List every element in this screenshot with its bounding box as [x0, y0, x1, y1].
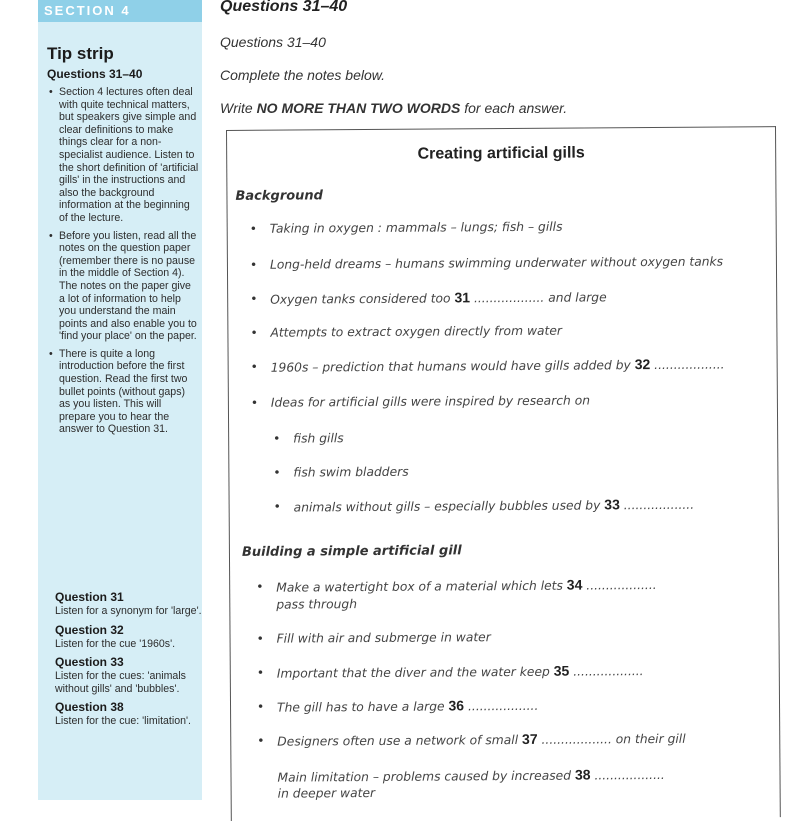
note-text: Oxygen tanks considered too [270, 291, 455, 307]
note-text: Make a watertight box of a material which lets [276, 578, 567, 595]
question-number-35: 35 [553, 662, 570, 679]
note-bullet: • Ideas for artificial gills were inspired by research on [271, 392, 590, 411]
tip-item: • There is quite a long introduction before the first question. Read the first two bullet points (without gaps) as you listen. This will prepare you to hear the answer to Question 31. [47, 348, 199, 436]
tip-item: • Section 4 lectures often deal with quite technical matters, but speakers give simple and clear definitions to make things clear for a non-specialist audience. Listen to the short definition of 'artificial gills' in the instructions and also the background information at the beginning of the lecture. [47, 86, 199, 225]
instruction-bold: NO MORE THAN TWO WORDS [256, 100, 461, 116]
question-number-31: 31 [454, 289, 471, 306]
question-number-37: 37 [521, 730, 538, 747]
hint-heading: Question 33 [55, 655, 124, 670]
note-text: Main limitation – problems caused by increased [277, 768, 575, 785]
note-bullet [277, 730, 685, 751]
page-heading: Questions 31–40 [220, 0, 348, 15]
section-building: Building a simple artificial gill [241, 543, 462, 560]
note-bullet [271, 356, 725, 377]
answer-gap[interactable]: .................. [650, 357, 725, 373]
tip-strip [38, 0, 202, 800]
hint-heading: Question 38 [55, 700, 124, 715]
answer-gap[interactable]: .................. and large [469, 290, 607, 306]
note-text: animals without gills – especially bubbles used by [293, 498, 605, 515]
answer-gap[interactable]: .................. on their gill [537, 731, 686, 747]
answer-gap[interactable]: .................. [569, 664, 644, 679]
instruction-word-limit [220, 100, 567, 116]
answer-gap[interactable]: .................. [619, 497, 695, 513]
note-bullet [277, 697, 538, 717]
note-bullet [276, 576, 657, 597]
hint-text: Listen for the cue '1960s'. [55, 637, 176, 650]
hint-text: Listen for the cue: 'limitation'. [55, 715, 191, 728]
note-bullet: • Taking in oxygen : mammals – lungs; fish – gills [270, 219, 563, 238]
sub-bullet: • fish gills [293, 430, 344, 447]
instruction-pre: Write [220, 100, 257, 116]
hint-heading: Question 31 [55, 590, 124, 604]
note-continuation: in deeper water [277, 785, 376, 801]
tip-strip-subtitle: Questions 31–40 [47, 67, 143, 81]
note-bullet [270, 288, 607, 308]
question-number-36: 36 [448, 697, 465, 714]
note-continuation: pass through [276, 597, 358, 612]
questions-range: Questions 31–40 [220, 34, 326, 50]
tip-list [47, 86, 199, 441]
hint-text: Listen for a synonym for 'large'. [55, 605, 202, 617]
question-number-33: 33 [604, 496, 620, 513]
instruction-complete: Complete the notes below. [220, 67, 385, 83]
note-bullet: • Fill with air and submerge in water [276, 629, 490, 647]
sub-bullet [294, 496, 695, 517]
note-text: Important that the diver and the water keep [276, 664, 554, 681]
hint-text: Listen for the cues: 'animals without gills' and 'bubbles'. [55, 670, 186, 695]
note-bullet [277, 662, 644, 683]
hint-heading: Question 32 [55, 622, 124, 637]
sub-bullet: • fish swim bladders [293, 464, 408, 482]
section-background: Background [235, 188, 324, 204]
answer-gap[interactable]: .................. [590, 767, 665, 783]
section-tag: SECTION 4 [38, 0, 202, 22]
answer-gap[interactable]: .................. [582, 578, 657, 593]
question-hints [55, 585, 205, 729]
answer-gap[interactable]: .................. [464, 698, 539, 714]
note-text: The gill has to have a large [276, 699, 449, 715]
note-bullet: • Attempts to extract oxygen directly from water [270, 323, 562, 342]
note-text: 1960s – prediction that humans would have gills added by [270, 358, 635, 375]
tip-strip-title: Tip strip [47, 44, 114, 63]
instruction-post: for each answer. [460, 100, 568, 116]
tip-item: • Before you listen, read all the notes on the question paper (remember there is no pause in the middle of Section 4). The notes on the paper give a lot of information to help you understand the main points and also enable you to 'find your place' on the paper. [47, 230, 199, 343]
notes-box [226, 126, 781, 821]
note-bullet: • Long-held dreams – humans swimming underwater without oxygen tanks [270, 254, 723, 274]
note-text: Designers often use a network of small [277, 732, 523, 749]
note-item [277, 766, 664, 787]
notes-title: Creating artificial gills [417, 144, 585, 163]
question-number-38: 38 [574, 766, 591, 783]
question-number-34: 34 [566, 576, 583, 593]
question-number-32: 32 [634, 356, 651, 373]
